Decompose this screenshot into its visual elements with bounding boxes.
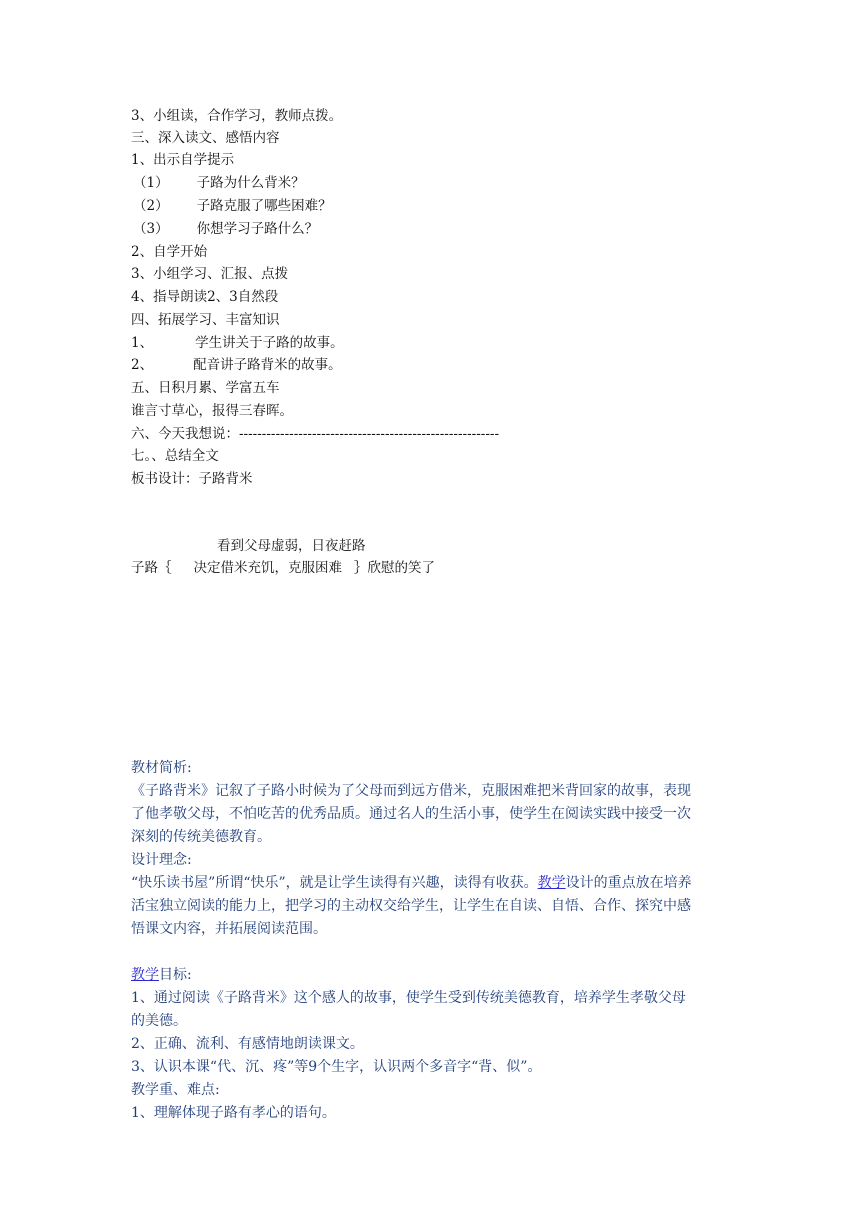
prompt-number: （2） (133, 198, 169, 214)
paragraph-line: 悟课文内容，并拓展阅读范围。 (131, 921, 327, 937)
text-line: 2、自学开始 (131, 244, 208, 260)
paragraph-line: 《子路背米》记叙了子路小时候为了父母而到远方借米，克服困难把米背回家的故事，表现 (131, 783, 691, 799)
section-heading: 四、拓展学习、丰富知识 (131, 312, 280, 328)
section-heading: 教材简析: (131, 760, 192, 776)
extension-item-2 (131, 355, 342, 375)
paragraph-line (131, 873, 692, 893)
paragraph-line: 了他孝敬父母，不怕吃苦的优秀品质。通过名人的生活小事，使学生在阅读实践中接受一次 (131, 806, 691, 822)
paragraph-line: 活宝独立阅读的能力上，把学习的主动权交给学生，让学生在自读、自悟、合作、探究中感 (131, 898, 691, 914)
section-heading: 六、今天我想说：--------------------------------------------------------- (131, 426, 500, 442)
paragraph-line: 3、认识本课“代、沉、疼”等9个生字，认识两个多音字“背、似”。 (131, 1059, 542, 1075)
item-text: 学生讲关于子路的故事。 (195, 335, 344, 351)
item-text: 配音讲子路背米的故事。 (193, 357, 342, 373)
paragraph-line: 2、正确、流利、有感情地朗读课文。 (131, 1036, 364, 1052)
text-line: 3、小组学习、汇报、点拨 (131, 266, 289, 282)
text-line: 板书设计：子路背米 (131, 471, 253, 487)
section-heading: 五、日积月累、学富五车 (131, 380, 280, 396)
prompt-item-1 (133, 173, 305, 193)
text-line: 3、小组读，合作学习，教师点拨。 (131, 108, 343, 124)
prompt-text: 子路为什么背米？ (196, 175, 305, 191)
prompt-item-2 (133, 196, 332, 216)
text-line: 谁言寸草心，报得三春晖。 (131, 403, 293, 419)
text-span: 设计的重点放在培养 (565, 875, 692, 891)
board-middle: 决定借米充饥，克服困难 (193, 560, 342, 576)
prompt-text: 子路克服了哪些困难？ (196, 198, 332, 214)
section-heading: 三、深入读文、感悟内容 (131, 130, 280, 146)
board-left: 子路｛ (131, 560, 172, 576)
paragraph-line: 1、理解体现子路有孝心的语句。 (131, 1105, 336, 1121)
text-span: “快乐读书屋”所谓“快乐”，就是让学生读得有兴趣，读得有收获。 (131, 875, 538, 891)
teaching-link[interactable]: 教学 (131, 967, 159, 983)
paragraph-line: 1、通过阅读《子路背米》这个感人的故事，使学生受到传统美德教育，培养学生孝敬父母 (131, 990, 686, 1006)
board-main-line (131, 558, 435, 578)
extension-item-1 (131, 333, 344, 353)
board-top-line: 看到父母虚弱，日夜赶路 (217, 538, 366, 554)
prompt-item-3 (133, 219, 318, 239)
text-line: 1、出示自学提示 (131, 152, 235, 168)
section-heading: 七。、总结全文 (131, 448, 219, 464)
section-heading: 设计理念: (131, 852, 192, 868)
section-heading: 教学重、难点: (131, 1082, 220, 1098)
item-number: 2、 (131, 357, 154, 373)
paragraph-line: 的美德。 (131, 1013, 187, 1029)
prompt-text: 你想学习子路什么？ (196, 221, 319, 237)
paragraph-line: 深刻的传统美德教育。 (131, 829, 271, 845)
text-line: 4、指导朗读2、3自然段 (131, 289, 279, 305)
item-number: 1、 (131, 335, 154, 351)
text-span: 目标: (159, 967, 192, 983)
prompt-number: （3） (133, 221, 169, 237)
teaching-link[interactable]: 教学 (537, 875, 566, 891)
prompt-number: （1） (133, 175, 169, 191)
section-heading (131, 965, 192, 985)
board-right: ｝欣慰的笑了 (354, 560, 435, 576)
